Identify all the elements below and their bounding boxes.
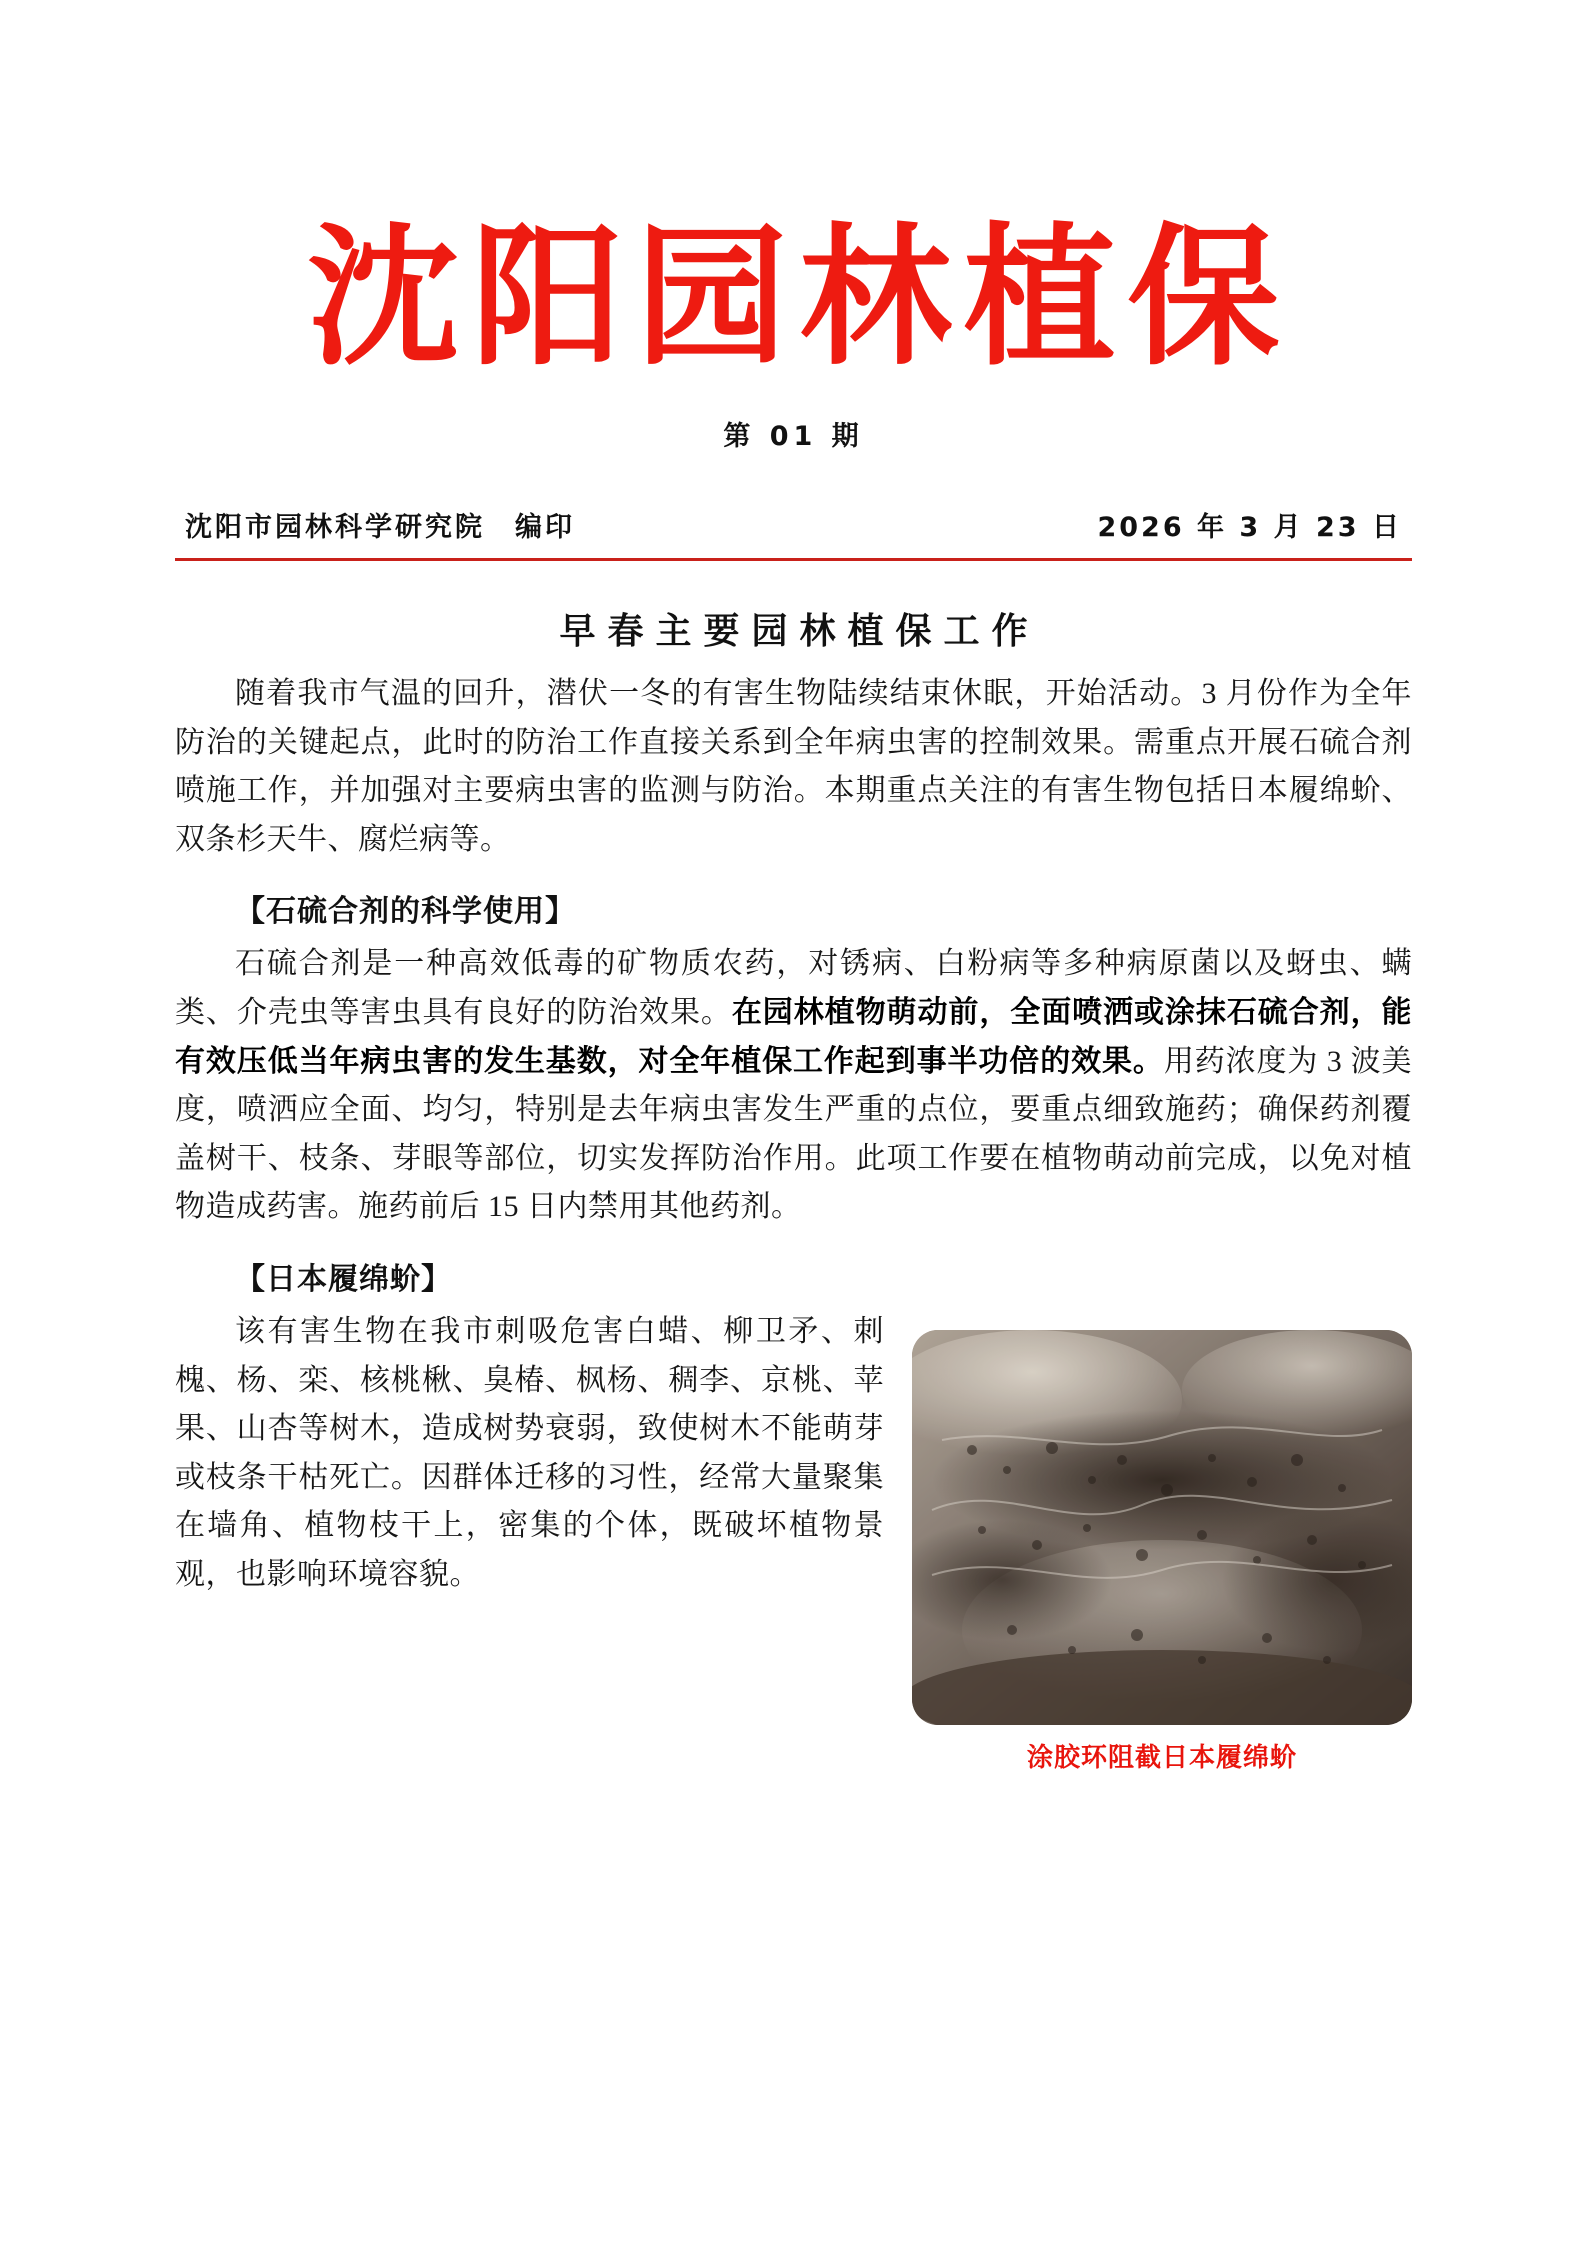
section-heading-scale-insect: 【日本履绵蚧】 (235, 1261, 452, 1297)
section-paragraph-lime-sulfur (175, 940, 1412, 1232)
section-paragraph-scale-insect: 该有害生物在我市刺吸危害白蜡、柳卫矛、刺槐、杨、栾、核桃楸、臭椿、枫杨、稠李、京桃、苹果、山杏等树木，造成树势衰弱，致使树木不能萌芽或枝条干枯死亡。因群体迁移的习性，经常大量聚集在墙角、植物枝干上，密集的个体，既破坏植物景观，也影响环境容貌。 (175, 1314, 884, 1591)
imprint-row (175, 505, 1412, 544)
header-divider (175, 558, 1412, 561)
masthead (175, 0, 1412, 453)
figure-photo (912, 1330, 1412, 1725)
issue-number: 第 01 期 (723, 421, 864, 452)
article-intro-paragraph: 随着我市气温的回升，潜伏一冬的有害生物陆续结束休眠，开始活动。3 月份作为全年防治的关键起点，此时的防治工作直接关系到全年病虫害的控制效果。需重点开展石硫合剂喷施工作，并加强对主要病虫害的监测与防治。本期重点关注的有害生物包括日本履绵蚧、双条杉天牛、腐烂病等。 (175, 677, 1412, 856)
lime-sulfur-text-emphasis: 在园林植物萌动前，全面喷洒或涂抹石硫合剂，能有效压低当年病虫害的发生基数，对全年植保工作起到事半功倍的效果。 (175, 995, 1413, 1078)
figure-block (912, 1330, 1412, 1774)
article-title: 早春主要园林植保工作 (559, 611, 1040, 652)
lime-sulfur-text-part2: 用药浓度为 3 波美度，喷洒应全面、均匀，特别是去年病虫害发生严重的点位，要重点细致施药；确保药剂覆盖树干、枝条、芽眼等部位，切实发挥防治作用。此项工作要在植物萌动前完成，以免对植物造成药害。施药前后 15 日内禁用其他药剂。 (175, 1044, 1413, 1224)
publication-title: 沈阳园林植保 (307, 209, 1292, 386)
lime-sulfur-text-part1: 石硫合剂是一种高效低毒的矿物质农药，对锈病、白粉病等多种病原菌以及蚜虫、螨类、介壳虫等害虫具有良好的防治效果。 (175, 947, 1412, 1029)
publisher-name: 沈阳市园林科学研究院 编印 (185, 512, 575, 543)
section-heading-lime-sulfur: 【石硫合剂的科学使用】 (235, 894, 576, 930)
figure-caption: 涂胶环阻截日本履绵蚧 (1026, 1742, 1297, 1773)
publication-date: 2026 年 3 月 23 日 (1097, 512, 1402, 543)
